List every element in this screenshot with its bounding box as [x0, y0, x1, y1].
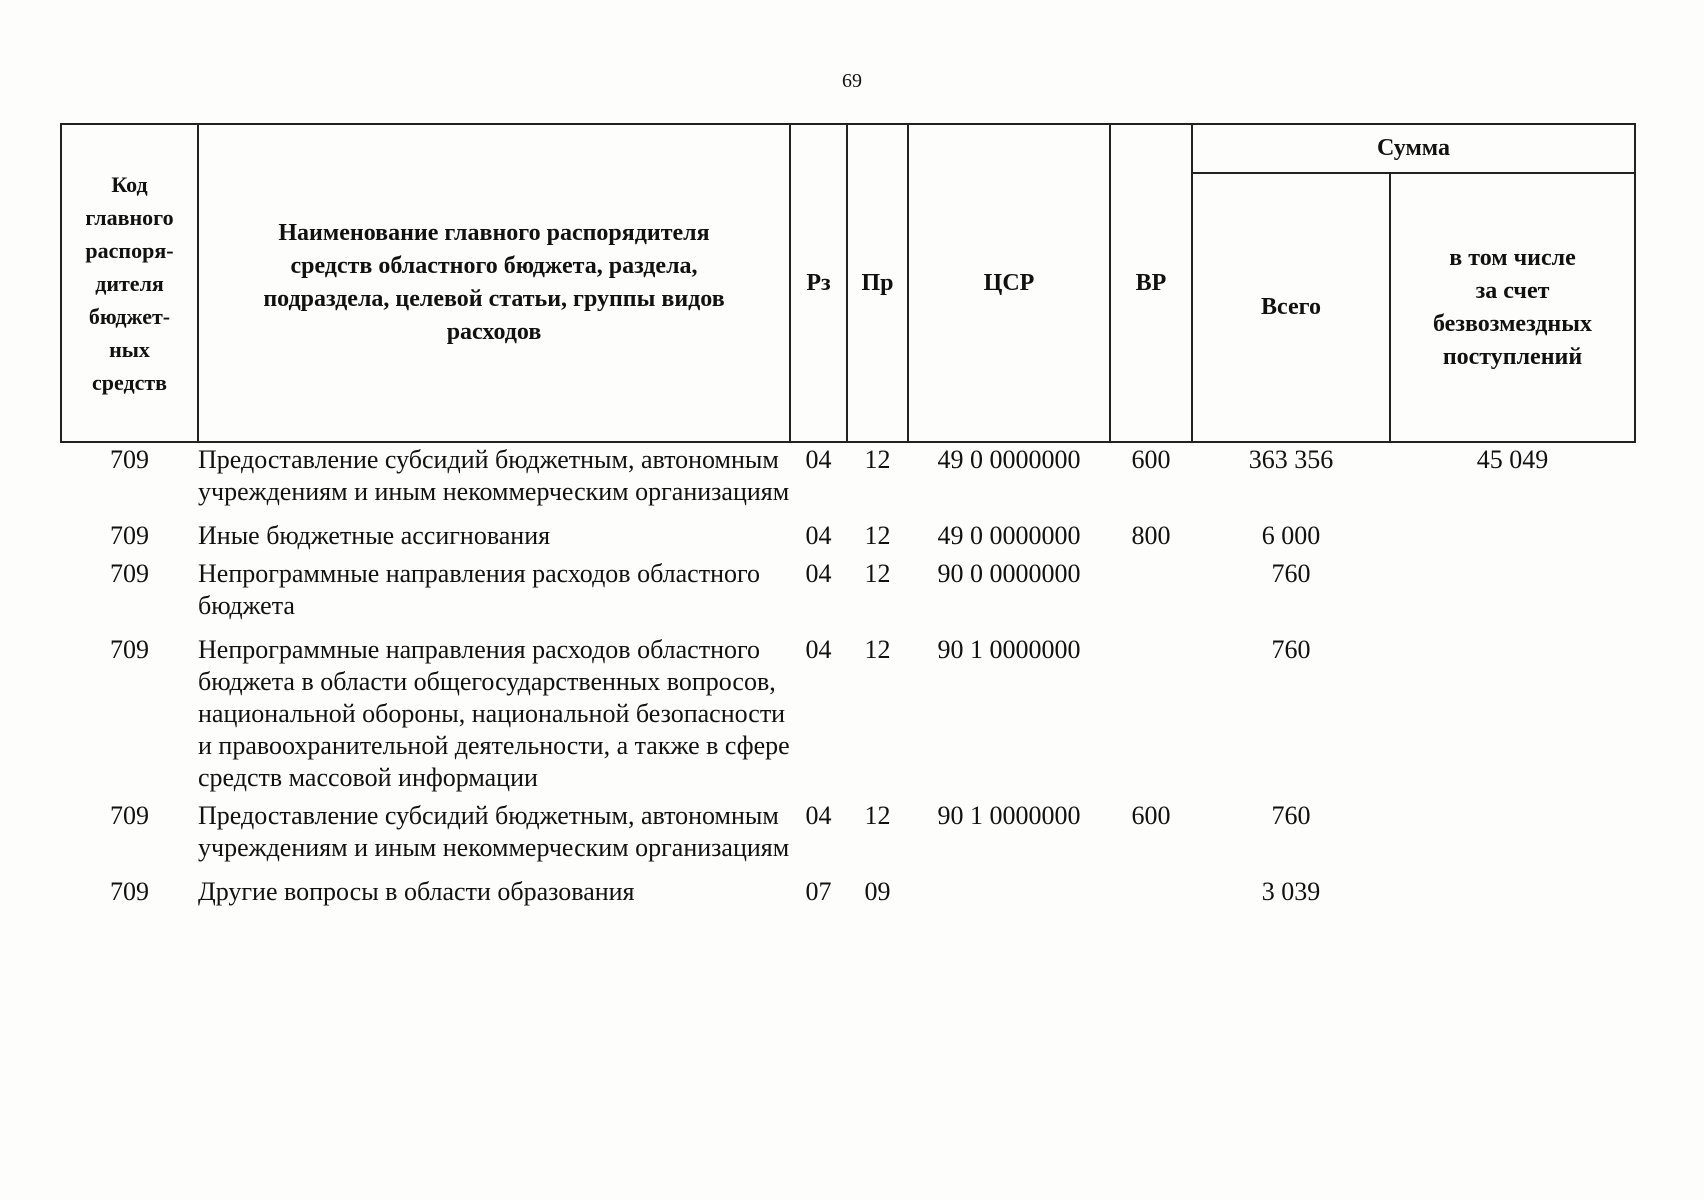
header-name-line: подраздела, целевой статьи, группы видов: [263, 286, 725, 312]
header-code-line: главного: [85, 204, 174, 230]
table-row: [61, 876, 1635, 920]
cell-total: 6 000: [1261, 521, 1321, 550]
cell-rz: 04: [805, 521, 832, 550]
cell-pr: 09: [864, 877, 891, 906]
header-name-line: Наименование главного распорядителя: [278, 220, 710, 246]
cell-code: 709: [110, 521, 149, 550]
cell-incl: [1390, 800, 1635, 876]
table-row: [61, 442, 1635, 520]
cell-pr: 12: [864, 635, 891, 664]
header-code: [61, 124, 198, 442]
header-csr: ЦСР: [908, 124, 1110, 442]
cell-incl: 45 049: [1476, 445, 1549, 474]
cell-code: 709: [110, 801, 149, 830]
header-name: [198, 124, 790, 442]
table-row: [61, 800, 1635, 876]
cell-code: 709: [110, 559, 149, 588]
cell-csr: 90 1 0000000: [937, 635, 1081, 664]
cell-incl: [1390, 558, 1635, 634]
cell-rz: 07: [805, 877, 832, 906]
cell-total: 363 356: [1248, 445, 1334, 474]
header-incl-line: за счет: [1475, 277, 1550, 304]
cell-vr: 600: [1131, 445, 1171, 474]
cell-csr: 90 0 0000000: [937, 559, 1081, 588]
header-sum: Сумма: [1192, 124, 1635, 173]
cell-vr: 600: [1131, 801, 1171, 830]
cell-vr: [1110, 876, 1192, 920]
cell-vr: 800: [1131, 521, 1171, 550]
cell-pr: 12: [864, 801, 891, 830]
header-total: Всего: [1192, 173, 1390, 442]
cell-code: 709: [110, 877, 149, 906]
header-name-line: расходов: [446, 319, 542, 345]
cell-incl: [1390, 634, 1635, 800]
cell-name: Предоставление субсидий бюджетным, автономным учреждениям и иным некоммерческим организациям: [198, 445, 790, 506]
header-incl-line: поступлений: [1442, 343, 1583, 370]
header-code-line: дителя: [95, 270, 164, 296]
table-body: [61, 442, 1635, 920]
cell-name: Непрограммные направления расходов областного бюджета в области общегосударственных вопросов, национальной обороны, национальной безопасности и правоохранительной деятельности, а также в сфере средств массовой информации: [198, 635, 790, 792]
header-code-line: ных: [109, 336, 150, 362]
cell-csr: 49 0 0000000: [937, 445, 1081, 474]
cell-name: Непрограммные направления расходов областного бюджета: [198, 559, 760, 620]
cell-rz: 04: [805, 635, 832, 664]
header-name-line: средств областного бюджета, раздела,: [290, 253, 698, 279]
cell-code: 709: [110, 635, 149, 664]
header-code-line: средств: [91, 369, 168, 395]
cell-rz: 04: [805, 801, 832, 830]
header-code-line: Код: [111, 171, 148, 197]
cell-name: Иные бюджетные ассигнования: [198, 521, 551, 550]
cell-vr: [1110, 558, 1192, 634]
cell-pr: 12: [864, 559, 891, 588]
header-pr: Пр: [847, 124, 908, 442]
cell-rz: 04: [805, 445, 832, 474]
cell-rz: 04: [805, 559, 832, 588]
budget-table: [60, 123, 1636, 920]
cell-pr: 12: [864, 521, 891, 550]
header-rz: Рз: [790, 124, 847, 442]
header-code-line: распоря-: [85, 237, 174, 263]
cell-total: 760: [1271, 559, 1311, 588]
cell-incl: [1390, 876, 1635, 920]
cell-incl: [1390, 520, 1635, 558]
header-code-line: бюджет-: [88, 303, 171, 329]
cell-total: 760: [1271, 801, 1311, 830]
cell-total: 3 039: [1261, 877, 1321, 906]
header-vr: ВР: [1110, 124, 1192, 442]
cell-csr: [908, 876, 1110, 920]
header-incl-line: в том числе: [1449, 244, 1576, 271]
cell-name: Другие вопросы в области образования: [198, 877, 635, 906]
cell-pr: 12: [864, 445, 891, 474]
table-header: [61, 124, 1635, 442]
cell-vr: [1110, 634, 1192, 800]
header-incl-line: безвозмездных: [1433, 310, 1592, 337]
cell-total: 760: [1271, 635, 1311, 664]
table-row: [61, 520, 1635, 558]
header-incl: [1390, 173, 1635, 442]
cell-name: Предоставление субсидий бюджетным, автономным учреждениям и иным некоммерческим организациям: [198, 801, 790, 862]
cell-code: 709: [110, 445, 149, 474]
cell-csr: 49 0 0000000: [937, 521, 1081, 550]
page-number: 69: [842, 70, 862, 92]
table-row: [61, 634, 1635, 800]
cell-csr: 90 1 0000000: [937, 801, 1081, 830]
table-row: [61, 558, 1635, 634]
